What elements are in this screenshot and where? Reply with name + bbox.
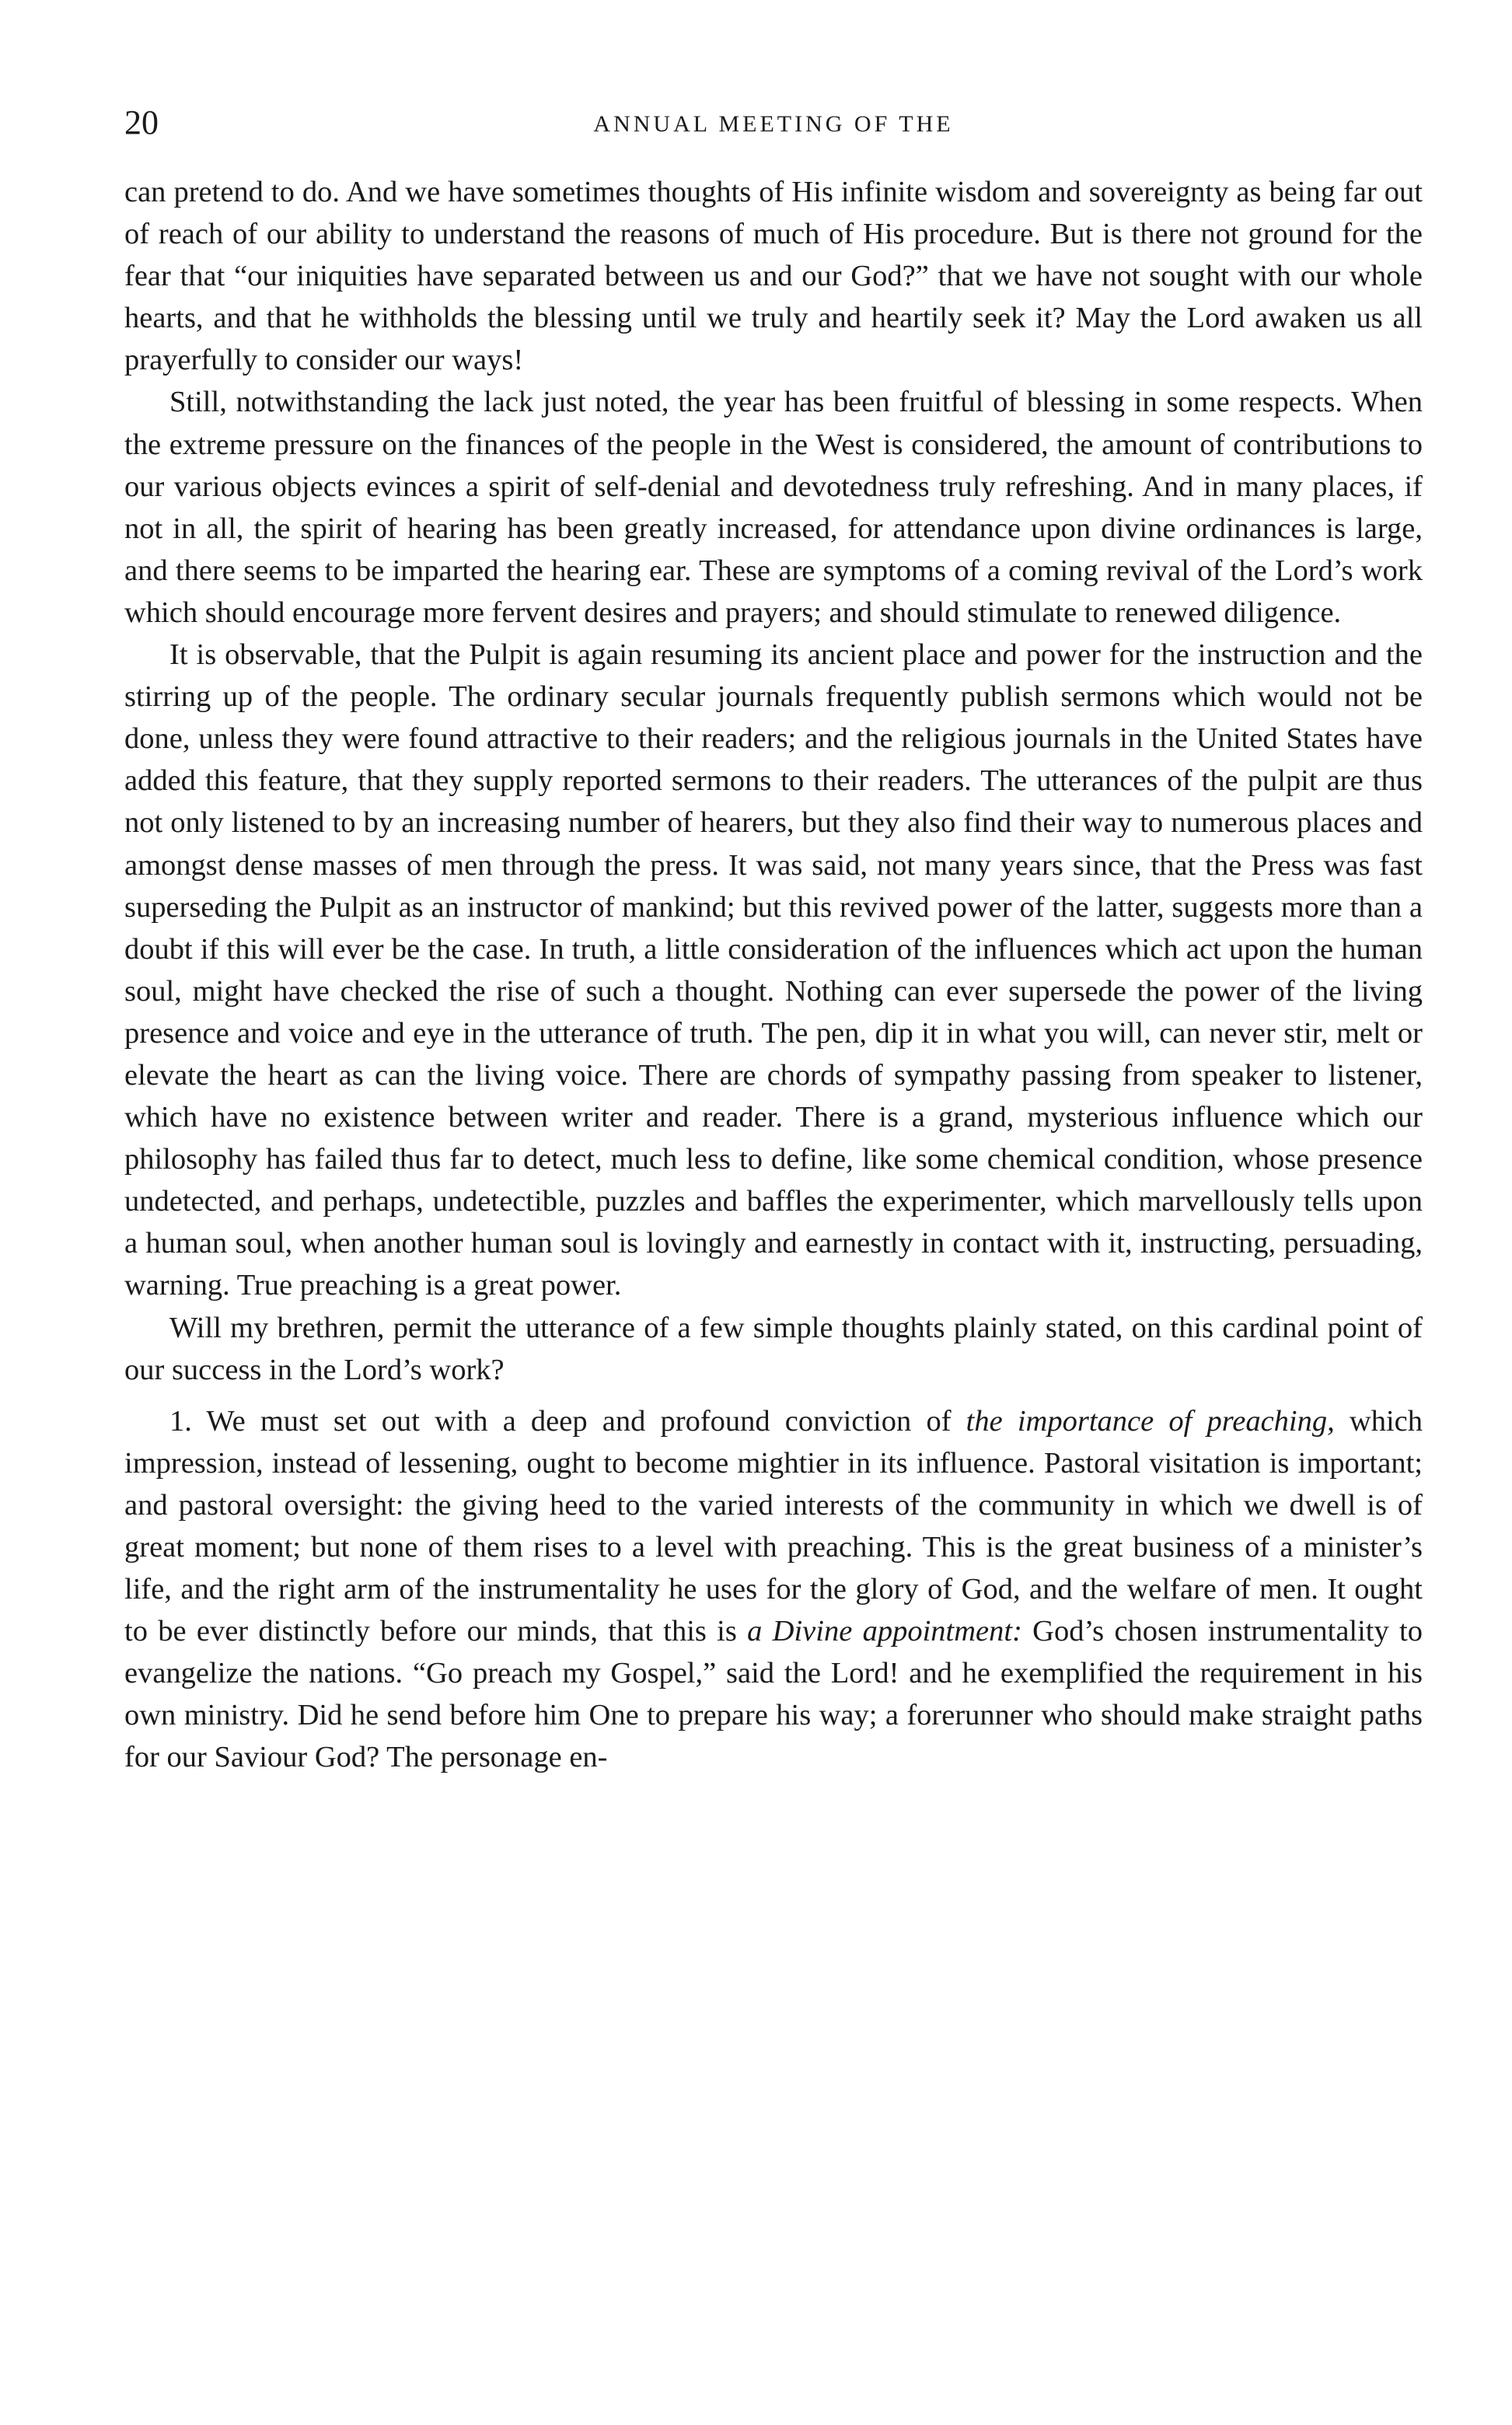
running-header xyxy=(124,100,1423,154)
body-text xyxy=(124,171,1423,1779)
text-segment: can pretend to do. And we have sometimes thoughts of His infinite wisdom and sovereignty as being far out of reach of our ability to understand the reasons of much of His procedure. But is there not ground for the fear that “our iniquities have separated between us and our God?” that we have not sought with our whole hearts, and that he withholds the blessing until we truly and heartily seek it? May the Lord awaken us all prayerfully to consider our ways! xyxy=(124,176,1423,377)
italic-text-segment: the importance of preaching, xyxy=(966,1404,1335,1438)
italic-text-segment: a Divine appointment: xyxy=(747,1615,1022,1648)
text-segment: 1. We must set out with a deep and profound conviction of xyxy=(169,1404,966,1438)
running-header-title: ANNUAL MEETING OF THE xyxy=(593,111,954,137)
page-number: 20 xyxy=(124,103,159,142)
paragraph xyxy=(124,171,1423,381)
text-segment: God’s chosen instrumentality to evangelize the nations. “Go preach my Gospel,” said the Lord! and he exemplified the requirement in his own ministry. Did he send before him One to prepare his way; a forerunner who should make straight paths for our Saviour God? The personage en- xyxy=(124,1615,1423,1774)
paragraph xyxy=(124,634,1423,1307)
paragraph xyxy=(124,381,1423,634)
paragraph xyxy=(124,1400,1423,1779)
text-segment: Still, notwithstanding the lack just noted, the year has been fruitful of blessing in some respects. When the extreme pressure on the finances of the people in the West is considered, the amount of contributions to our various objects evinces a spirit of self-denial and devotedness truly refreshing. And in many places, if not in all, the spirit of hearing has been greatly increased, for attendance upon divine ordinances is large, and there seems to be imparted the hearing ear. These are symptoms of a coming revival of the Lord’s work which should encourage more fervent desires and prayers; and should stimulate to renewed diligence. xyxy=(124,386,1423,629)
text-segment: which impression, instead of lessening, ought to become mightier in its influence. Pastoral visitation is important; and pastoral oversight: the giving heed to the varied interests of the community in which we dwell is of great moment; but none of them rises to a level with preaching. This is the great business of a minister’s life, and the right arm of the instrumentality he uses for the glory of God, and the welfare of men. It ought to be ever distinctly before our minds, that this is xyxy=(124,1404,1423,1648)
text-segment: Will my brethren, permit the utterance of a few simple thoughts plainly stated, on this cardinal point of our success in the Lord’s work? xyxy=(124,1311,1423,1386)
paragraph xyxy=(124,1307,1423,1391)
text-segment: It is observable, that the Pulpit is again resuming its ancient place and power for the instruction and the stirring up of the people. The ordinary secular journals frequently publish sermons which would not be done, unless they were found attractive to their readers; and the religious journals in the United States have added this feature, that they supply reported sermons to their readers. The utterances of the pulpit are thus not only listened to by an increasing number of hearers, but they also find their way to numerous places and amongst dense masses of men through the press. It was said, not many years since, that the Press was fast superseding the Pulpit as an instructor of mankind; but this revived power of the latter, suggests more than a doubt if this will ever be the case. In truth, a little consideration of the influences which act upon the human soul, might have checked the rise of such a thought. Nothing can ever supersede the power of the living presence and voice and eye in the utterance of truth. The pen, dip it in what you will, can never stir, melt or elevate the heart as can the living voice. There are chords of sympathy passing from speaker to listener, which have no existence between writer and reader. There is a grand, mysterious influence which our philosophy has failed thus far to detect, much less to define, like some chemical condition, whose presence undetected, and perhaps, undetectible, puzzles and baffles the experimenter, which marvellously tells upon a human soul, when another human soul is lovingly and earnestly in contact with it, instructing, persuading, warning. True preaching is a great power. xyxy=(124,638,1423,1302)
